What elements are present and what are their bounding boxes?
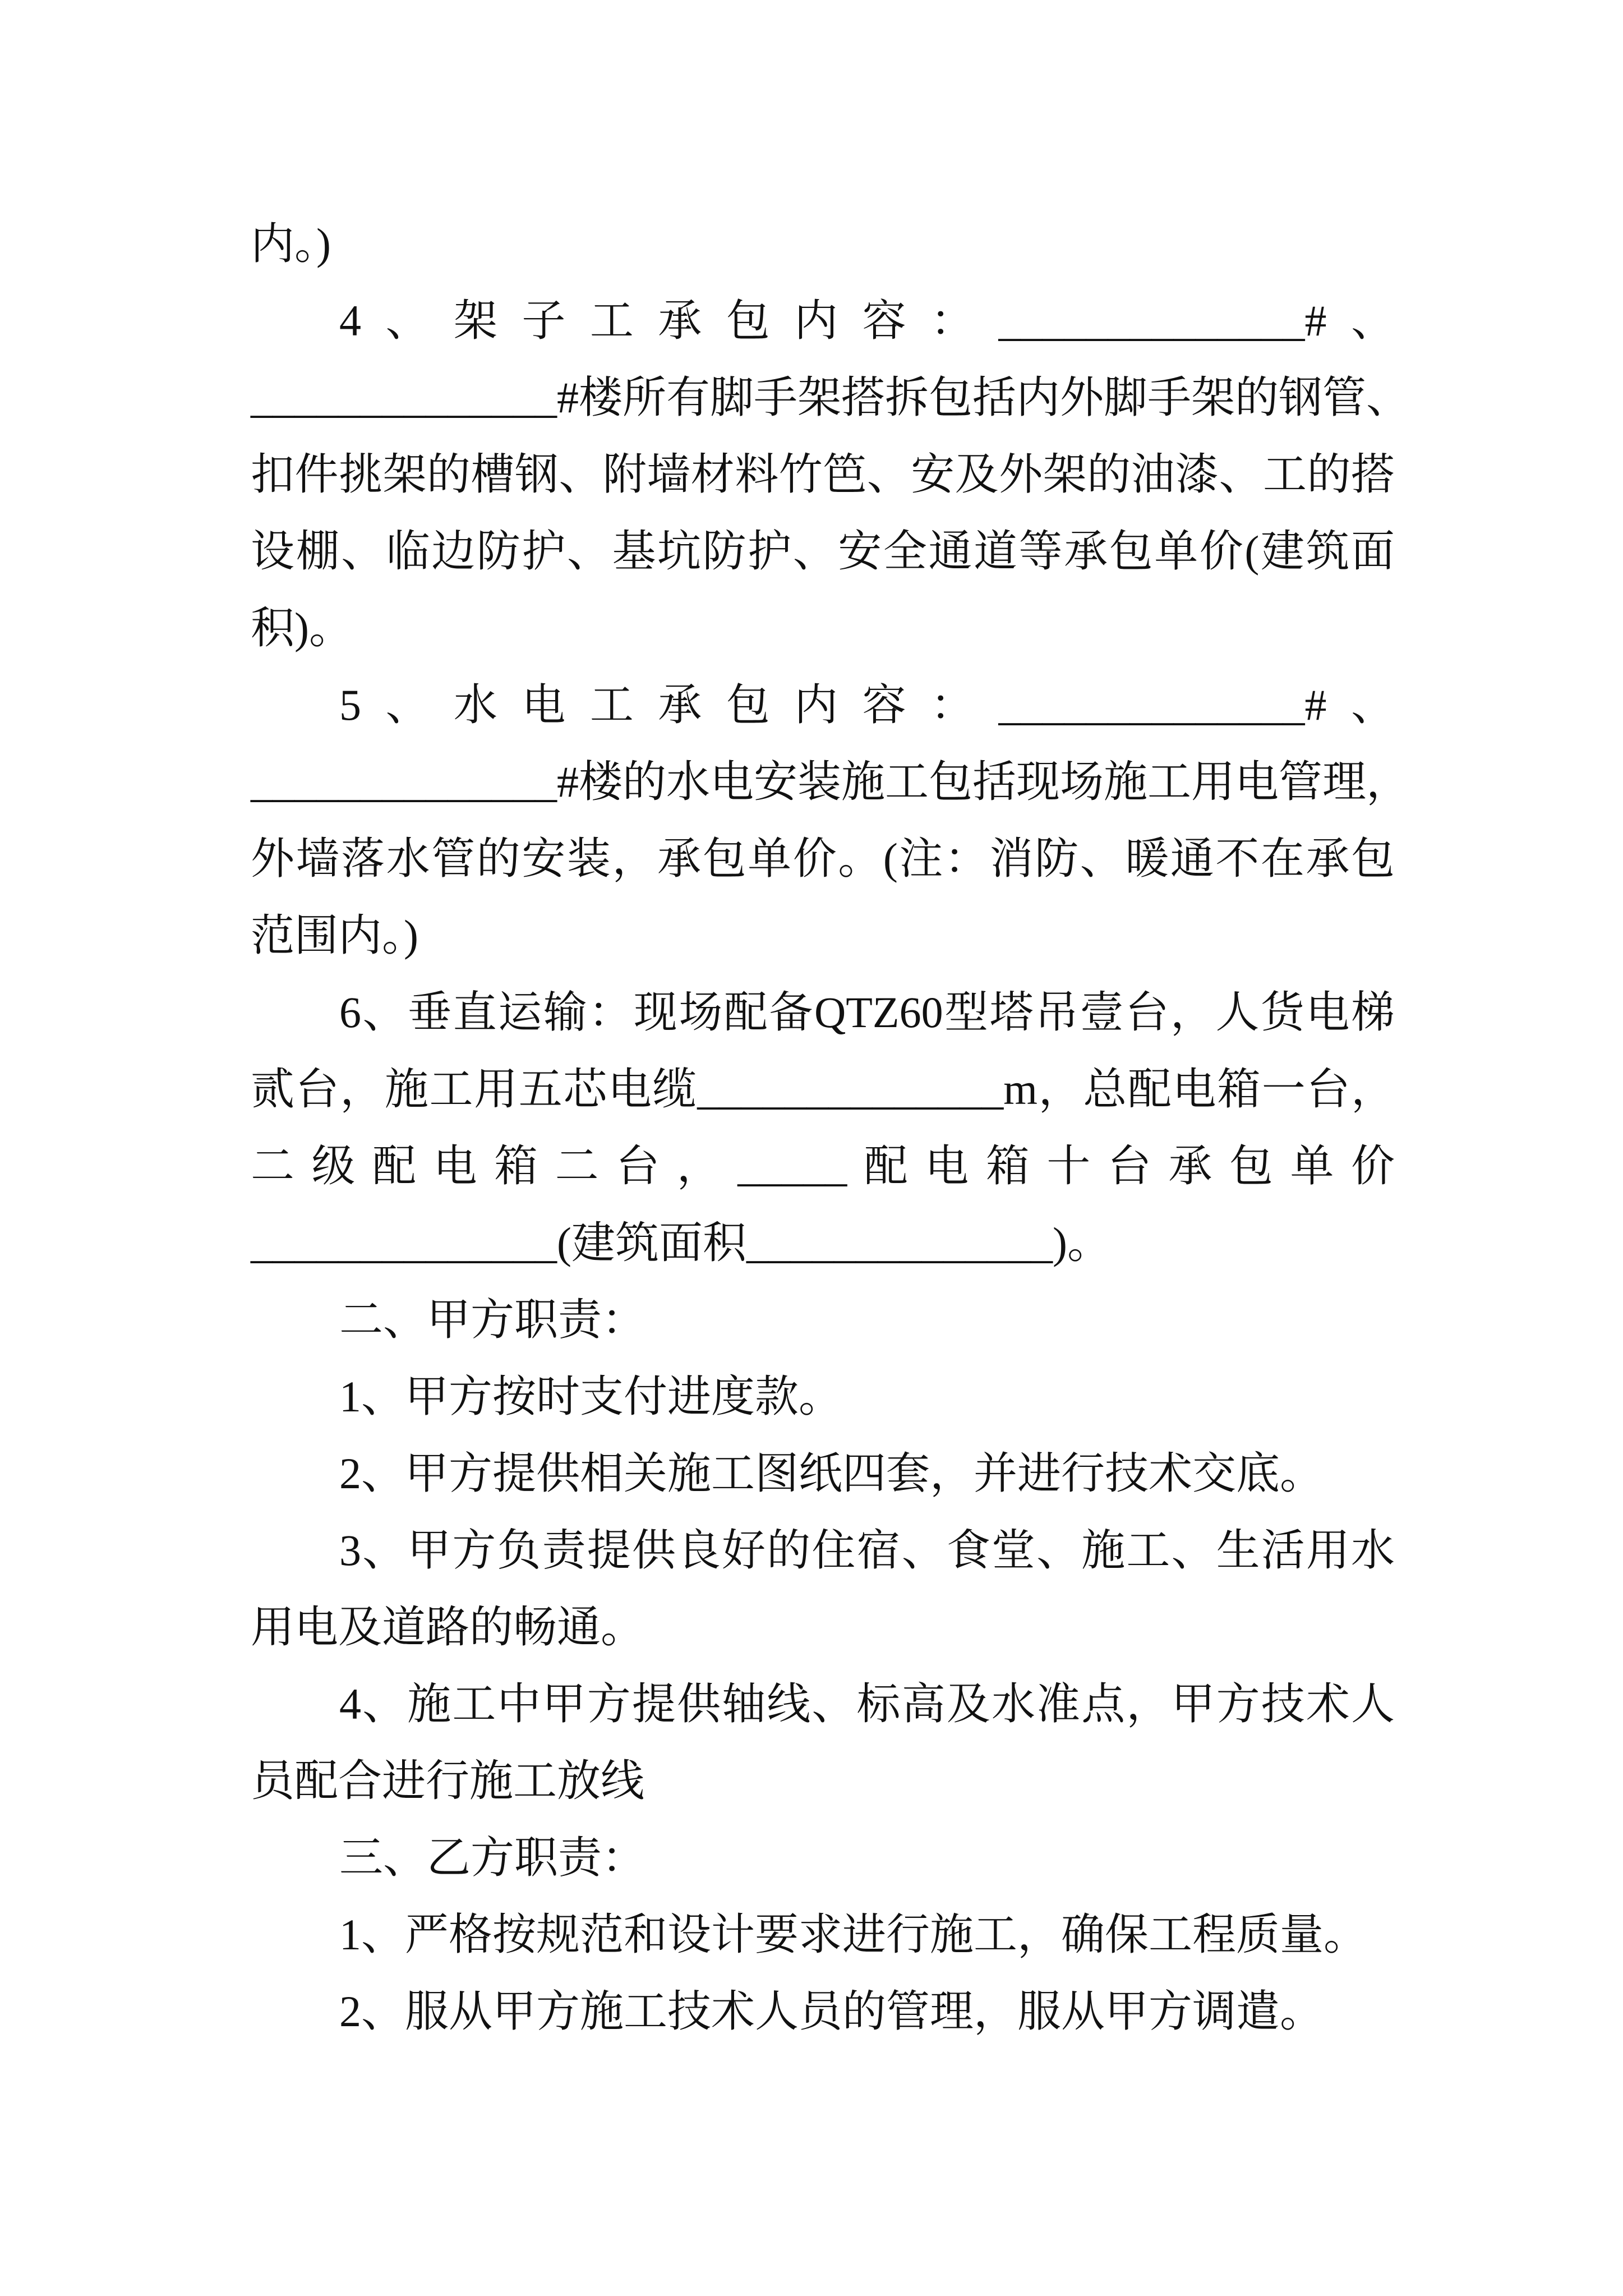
party-a-item-2: [251, 1435, 1395, 1512]
text-line: 4、架子工承包内容：______________#、: [339, 296, 1395, 345]
text-line: 积)。: [251, 604, 353, 652]
text-line: 内。): [251, 219, 331, 268]
text-line: 5、水电工承包内容：______________#、: [339, 680, 1395, 729]
text-line: 4、施工中甲方提供轴线、标高及水准点，甲方技术人: [339, 1680, 1395, 1728]
party-a-item-3: [251, 1512, 1395, 1665]
text-line: 3、甲方负责提供良好的住宿、食堂、施工、生活用水: [339, 1526, 1395, 1575]
party-b-item-2: [251, 1973, 1395, 2050]
clause-plumbing-electrical-scope: [251, 666, 1410, 974]
text-line: ______________#楼所有脚手架搭拆包括内外脚手架的钢管、: [251, 373, 1410, 422]
text-line: 二级配电箱二台，_____配电箱十台承包单价: [251, 1142, 1395, 1190]
text-line: 外墙落水管的安装，承包单价。(注：消防、暖通不在承包: [251, 834, 1395, 883]
clause-scaffolding-scope: [251, 282, 1410, 666]
party-b-item-1: [251, 1896, 1395, 1973]
text-line: 贰台，施工用五芯电缆______________m，总配电箱一台，: [251, 1065, 1395, 1114]
clause-vertical-transport: [251, 974, 1395, 1281]
text-line: 2、甲方提供相关施工图纸四套，并进行技术交底。: [339, 1449, 1324, 1498]
text-line: 1、严格按规范和设计要求进行施工，确保工程质量。: [339, 1910, 1368, 1959]
text-line: 1、甲方按时支付进度款。: [339, 1372, 843, 1421]
party-a-item-4: [251, 1665, 1395, 1819]
text-line: 扣件挑架的槽钢、附墙材料竹笆、安及外架的油漆、工的搭: [251, 450, 1395, 499]
text-line: 用电及道路的畅通。: [251, 1603, 645, 1651]
section-party-b-duties: [251, 1819, 1395, 1896]
text-line: ______________#楼的水电安装施工包括现场施工用电管理，: [251, 757, 1410, 806]
document-body: [251, 205, 1410, 2050]
text-line: 6、垂直运输：现场配备QTZ60型塔吊壹台，人货电梯: [339, 988, 1395, 1037]
section-party-a-duties: [251, 1281, 1395, 1358]
text-line: 设棚、临边防护、基坑防护、安全通道等承包单价(建筑面: [251, 527, 1395, 576]
section-heading: 三、乙方职责：: [339, 1833, 646, 1882]
text-line: 范围内。): [251, 911, 418, 960]
text-line: ______________(建筑面积______________)。: [251, 1218, 1111, 1267]
party-a-item-1: [251, 1358, 1395, 1435]
text-line: 员配合进行施工放线: [251, 1756, 645, 1805]
continuation-paragraph: [251, 205, 1395, 282]
text-line: 2、服从甲方施工技术人员的管理，服从甲方调遣。: [339, 1987, 1324, 2036]
section-heading: 二、甲方职责：: [339, 1295, 646, 1344]
